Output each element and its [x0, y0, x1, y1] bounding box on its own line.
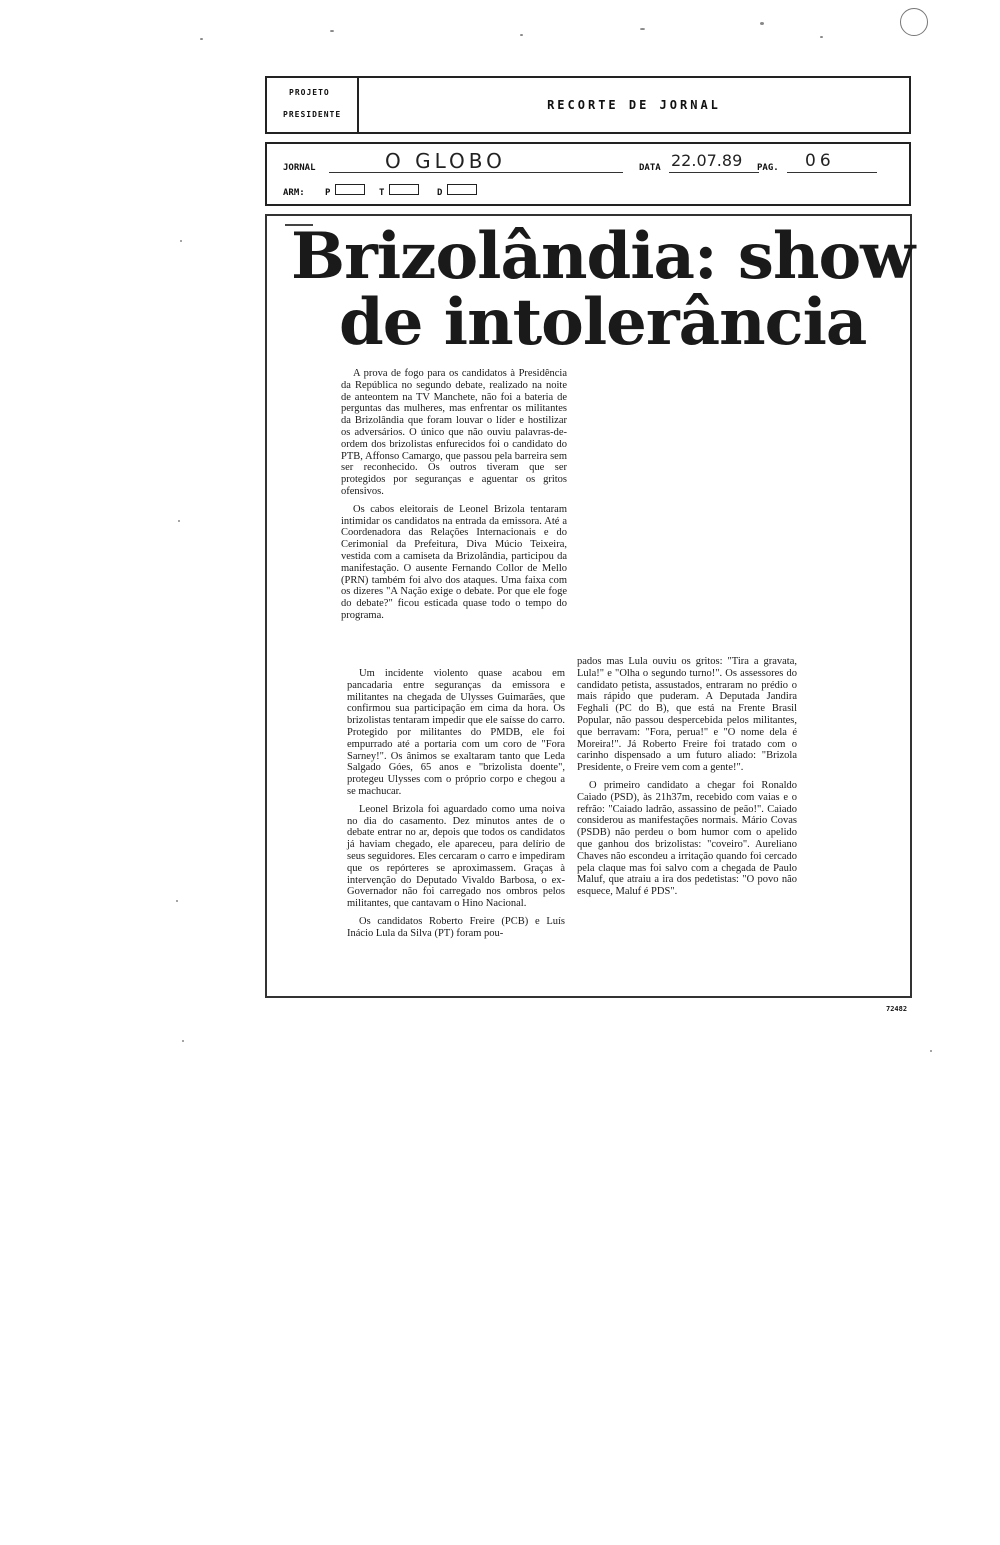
p-checkbox [335, 184, 365, 195]
project-label: PROJETO [289, 88, 330, 97]
article-column-1 [341, 368, 567, 622]
article-clipping [265, 214, 915, 998]
jornal-value: O GLOBO [385, 149, 506, 173]
headline-line1: Brizolândia: show [291, 219, 915, 294]
paragraph: Os candidatos Roberto Freire (PCB) e Luís Inácio Lula da Silva (PT) foram pou- [347, 915, 565, 939]
clipping-header [265, 76, 911, 134]
jornal-field [329, 149, 623, 173]
article-column-3 [577, 656, 797, 898]
pag-value: 06 [805, 151, 835, 171]
paragraph: pados mas Lula ouviu os gritos: "Tira a gravata, Lula!" e "Olha o segundo turno!". Os assessores do candidato petista, assustados, entraram no prédio o mais rápido que puderam. A Deputada Jandira Feghali (PC do B), que está na Frente Brasil Popular, não passou despercebida pelos militantes, que berravam: "Fora, perua!" e "O nome dela é Moreira!". Já Roberto Freire foi tratado com o carinho dispensado a um futuro aliado: "Brizola Presidente, o Freire vem com a gente!". [577, 656, 797, 774]
pag-label: PAG. [757, 163, 779, 173]
data-value: 22.07.89 [671, 151, 743, 170]
data-field [669, 152, 759, 173]
paragraph: Os cabos eleitorais de Leonel Brizola tentaram intimidar os candidatos na entrada da emissora. Até a Coordenadora das Relações Internacionais e do Cerimonial da Prefeitura, Diva Múcio Teixeira, vestida com a camiseta da Brizolândia, participou da manifestação. O ausente Fernando Collor de Mello (PRN) também foi alvo dos ataques. Uma faixa com os dizeres "A Nação exige o debate. Por que ele foge do debate?" ficou esticada quase todo o tempo do programa. [341, 503, 567, 621]
article-column-2 [347, 668, 565, 940]
t-label: T [379, 188, 385, 198]
data-label: DATA [639, 163, 661, 173]
paragraph: A prova de fogo para os candidatos à Presidência da República no segundo debate, realizado na noite de anteontem na TV Manchete, não foi a bateria de perguntas das mulheres, mas enfrentar os militantes da Brizolândia que foram louvar o líder e hostilizar os adversários. O único que não ouviu palavras-de-ordem dos brizolistas enfurecidos foi o candidato do PTB, Affonso Camargo, que passou pela barreira sem ser reconhecido. Os outros tiveram que ser protegidos por seguranças e aguentar os gritos ofensivos. [341, 368, 567, 497]
corner-stamp-icon [900, 8, 928, 36]
t-checkbox [389, 184, 419, 195]
president-label: PRESIDENTE [283, 110, 342, 119]
jornal-label: JORNAL [283, 163, 316, 173]
project-label-box [267, 78, 359, 132]
d-checkbox [447, 184, 477, 195]
clipping-form [265, 142, 911, 206]
p-label: P [325, 188, 331, 198]
paragraph: Um incidente violento quase acabou em pancadaria entre seguranças da emissora e militantes na chegada de Ulysses Guimarães, que confirmou sua participação em cima da hora. Os brizolistas tentaram impedir que ele saísse do carro. Protegido por militantes do PMDB, ele foi empurrado até a portaria com um coro de "Fora Sarney!". Os ânimos se exaltaram tanto que Leda Salgado Góes, 65 anos e "brizolista doente", protegeu Ulysses com o próprio corpo e chegou a se machucar. [347, 668, 565, 797]
paragraph: Leonel Brizola foi aguardado como uma noiva no dia do casamento. Dez minutos antes de o debate entrar no ar, depois que todos os candidatos já haviam chegado, ele apareceu, para delírio de seus seguidores. Eles cercaram o carro e impediram que os repórteres se aproximassem. Graças à intervenção do Deputado Vivaldo Barbosa, o ex-Governador não foi carregado nos ombros pelos militantes, que cantavam o Hino Nacional. [347, 803, 565, 910]
d-label: D [437, 188, 443, 198]
pag-field [787, 152, 877, 173]
clipping-title: RECORTE DE JORNAL [547, 98, 721, 112]
arm-label: ARM: [283, 188, 305, 198]
paragraph: O primeiro candidato a chegar foi Ronaldo Caiado (PSD), às 21h37m, recebido com vaias e o refrão: "Caiado ladrão, assassino de peão!". Caiado considerou as manifestações normais. Mário Covas (PSDB) não perdeu o bom humor com o apelido que ganhou dos brizolistas: "coveiro". Aureliano Chaves não escondeu a irritação quando foi cercado pela claque mas foi salvo com a chegada de Paulo Maluf, que atraiu a ira dos pedetistas: "O povo não esquece, Maluf é PDS". [577, 779, 797, 898]
headline-line2: de intolerância [339, 285, 867, 360]
reference-number: 72482 [886, 1005, 908, 1013]
